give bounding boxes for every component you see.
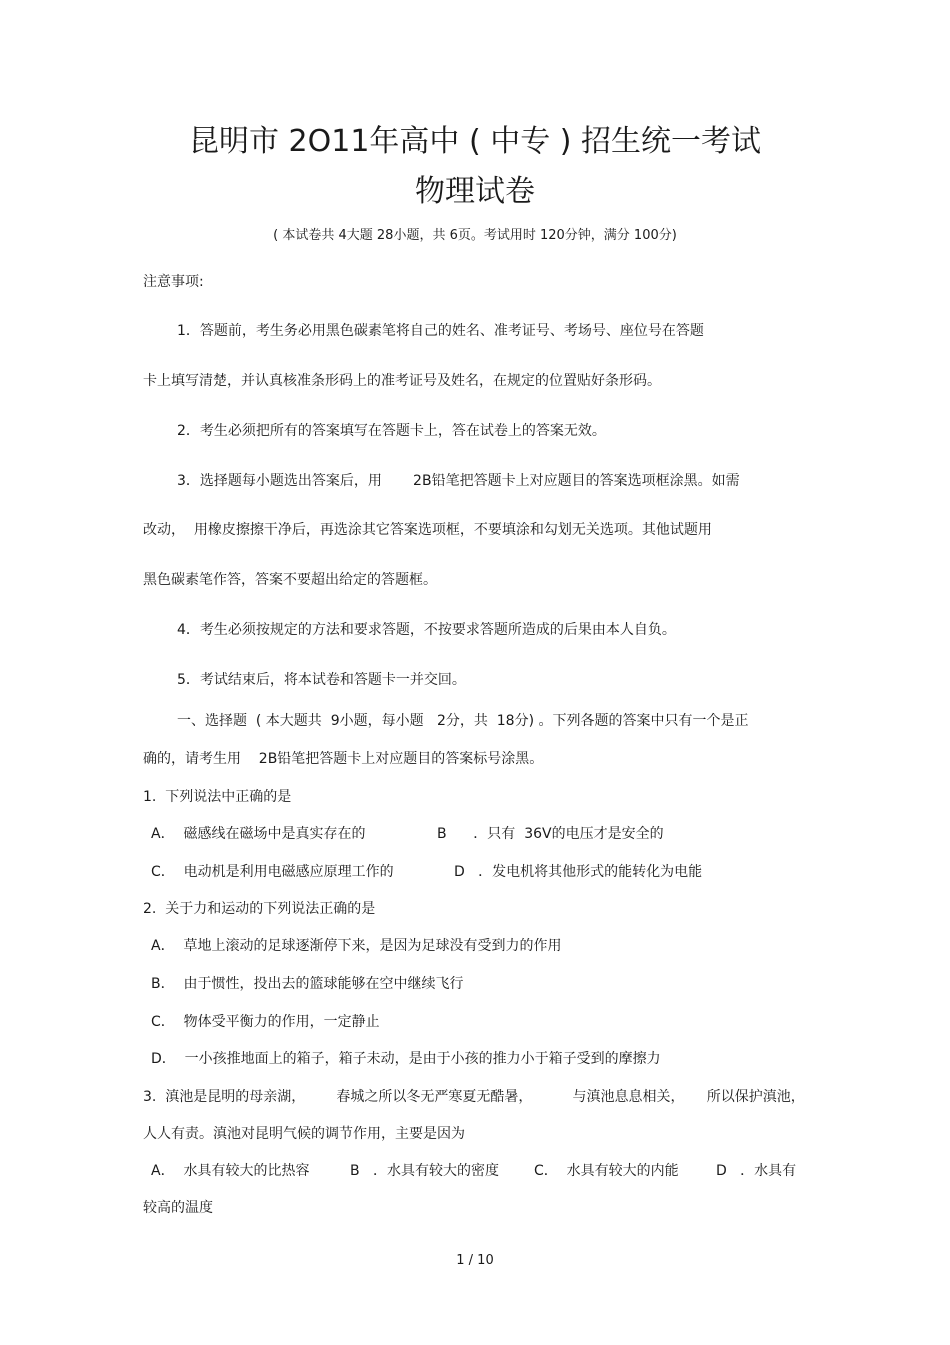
question-3-option-d: D ．水具有 — [716, 1163, 797, 1179]
question-3-option-a: A． 水具有较大的比热容 — [151, 1163, 310, 1179]
question-1-stem: 1. 下列说法中正确的是 — [143, 789, 292, 805]
section-1-instruction: 确的，请考生用 2B铅笔把答题卡上对应题目的答案标号涂黑。 — [143, 751, 544, 767]
question-1-option-d: D ．发电机将其他形式的能转化为电能 — [454, 864, 703, 880]
question-3-option-b: B ．水具有较大的密度 — [350, 1163, 499, 1179]
question-2-option-b: B． 由于惯性，投出去的篮球能够在空中继续飞行 — [151, 976, 464, 992]
page-number: 1 / 10 — [456, 1253, 494, 1268]
exam-info: ( 本试卷共 4大题 28小题，共 6页。考试用时 120分钟，满分 100分) — [273, 228, 677, 243]
notice-3-line-1: 3．选择题每小题选出答案后，用 2B铅笔把答题卡上对应题目的答案选项框涂黑。如需 — [177, 473, 740, 489]
notice-4: 4．考生必须按规定的方法和要求答题，不按要求答题所造成的后果由本人自负。 — [177, 622, 676, 638]
exam-title: 昆明市 2O11年高中 ( 中专 ) 招生统一考试 — [189, 124, 761, 159]
question-3-stem-line-1: 3. 滇池是昆明的母亲湖， 春城之所以冬无严寒夏无酷暑， 与滇池息息相关， 所以保护滇池， — [143, 1089, 805, 1105]
exam-subject-title: 物理试卷 — [415, 174, 535, 209]
question-3-option-c: C． 水具有较大的内能 — [534, 1163, 679, 1179]
notice-1-line-1: 1．答题前，考生务必用黑色碳素笔将自己的姓名、准考证号、考场号、座位号在答题 — [177, 323, 704, 339]
question-2-option-a: A． 草地上滚动的足球逐渐停下来，是因为足球没有受到力的作用 — [151, 938, 562, 954]
notice-3-line-2: 改动， 用橡皮擦擦干净后，再选涂其它答案选项框，不要填涂和勾划无关选项。其他试题用 — [143, 522, 712, 538]
question-2-option-d: D． 一小孩推地面上的箱子，箱子未动，是由于小孩的推力小于箱子受到的摩擦力 — [151, 1051, 661, 1067]
question-1-option-c: C． 电动机是利用电磁感应原理工作的 — [151, 864, 394, 880]
notice-heading: 注意事项: — [143, 274, 204, 290]
section-1-heading: 一、选择题 ( 本大题共 9小题，每小题 2分，共 18分) 。下列各题的答案中只有一个是正 — [177, 713, 749, 729]
notice-3-line-3: 黑色碳素笔作答，答案不要超出给定的答题框。 — [143, 572, 437, 588]
question-3-option-d-continued: 较高的温度 — [143, 1200, 213, 1216]
notice-5: 5．考试结束后，将本试卷和答题卡一并交回。 — [177, 672, 466, 688]
question-1-option-b: B ．只有 36V的电压才是安全的 — [437, 826, 664, 842]
question-2-option-c: C． 物体受平衡力的作用，一定静止 — [151, 1014, 380, 1030]
question-2-stem: 2. 关于力和运动的下列说法正确的是 — [143, 901, 376, 917]
notice-1-line-2: 卡上填写清楚，并认真核准条形码上的准考证号及姓名，在规定的位置贴好条形码。 — [143, 373, 661, 389]
notice-2: 2．考生必须把所有的答案填写在答题卡上，答在试卷上的答案无效。 — [177, 423, 606, 439]
question-3-stem-line-2: 人人有责。滇池对昆明气候的调节作用，主要是因为 — [143, 1126, 465, 1142]
question-1-option-a: A． 磁感线在磁场中是真实存在的 — [151, 826, 366, 842]
